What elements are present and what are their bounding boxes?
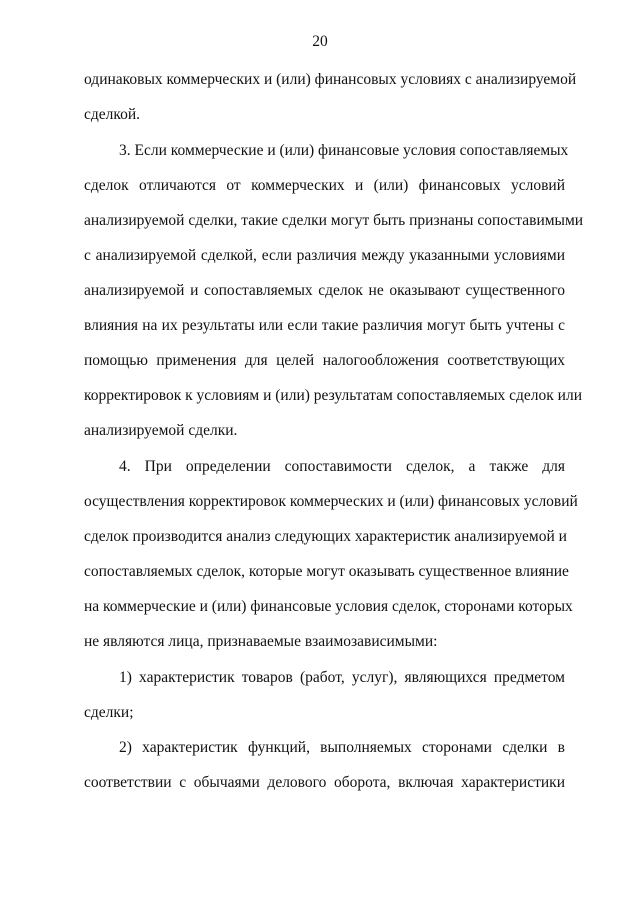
text-line: сделок производится анализ следующих характеристик анализируемой и [84, 528, 567, 545]
text-line: анализируемой и сопоставляемых сделок не оказывают существенного [84, 282, 565, 299]
text-line: с анализируемой сделкой, если различия между указанными условиями [84, 247, 565, 264]
page-number: 20 [312, 33, 328, 50]
text-line: помощью применения для целей налогообложения соответствующих [84, 352, 565, 369]
text-line: анализируемой сделки. [84, 422, 238, 439]
text-line: 3. Если коммерческие и (или) финансовые условия сопоставляемых [119, 142, 569, 159]
text-line: сделкой. [84, 106, 141, 123]
text-line: сделок отличаются от коммерческих и (или) финансовых условий [84, 177, 565, 194]
text-line: одинаковых коммерческих и (или) финансовых условиях с анализируемой [84, 71, 577, 88]
text-line: соответствии с обычаями делового оборота, включая характеристики [84, 774, 565, 791]
text-line: влияния на их результаты или если такие различия могут быть учтены с [84, 317, 565, 334]
text-line: сделки; [84, 704, 134, 721]
text-line: 1) характеристик товаров (работ, услуг), являющихся предметом [119, 669, 565, 686]
text-line: осуществления корректировок коммерческих и (или) финансовых условий [84, 493, 578, 510]
text-line: сопоставляемых сделок, которые могут оказывать существенное влияние [84, 563, 569, 580]
text-line: 2) характеристик функций, выполняемых сторонами сделки в [119, 739, 565, 756]
text-line: 4. При определении сопоставимости сделок, а также для [119, 458, 565, 475]
text-line: не являются лица, признаваемые взаимозависимыми: [84, 633, 438, 650]
text-line: корректировок к условиям и (или) результатам сопоставляемых сделок или [84, 387, 582, 404]
text-line: на коммерческие и (или) финансовые условия сделок, сторонами которых [84, 598, 573, 615]
text-line: анализируемой сделки, такие сделки могут быть признаны сопоставимыми [84, 212, 584, 229]
